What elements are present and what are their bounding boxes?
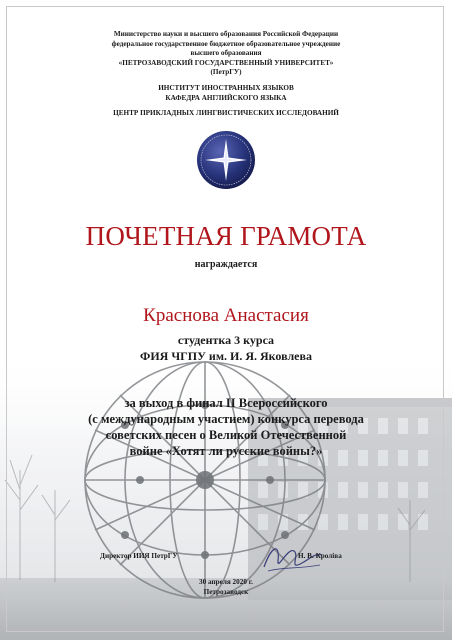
issue-city: Петрозаводск xyxy=(203,587,249,596)
department-name: КАФЕДРА АНГЛИЙСКОГО ЯЗЫКА xyxy=(165,93,287,102)
university-emblem-icon xyxy=(195,129,257,191)
header-line: (ПетрГУ) xyxy=(210,68,242,77)
header-line: «ПЕТРОЗАВОДСКИЙ ГОСУДАРСТВЕННЫЙ УНИВЕРСИТЕТ» xyxy=(118,58,334,67)
issue-date-block xyxy=(0,578,452,597)
institute-name: ИНСТИТУТ ИНОСТРАННЫХ ЯЗЫКОВ xyxy=(158,84,294,92)
certificate-title: ПОЧЕТНАЯ ГРАМОТА xyxy=(85,221,367,251)
recipient-faculty: ФИЯ ЧГПУ им. И. Я. Яковлева xyxy=(140,349,312,363)
reason-line: (с международным участием) конкурса перевода xyxy=(88,412,364,426)
director-title: Директор ИИЯ ПетрГУ xyxy=(100,552,178,560)
header-line: федеральное государственное бюджетное образовательное учреждение xyxy=(111,39,341,48)
center-name: ЦЕНТР ПРИКЛАДНЫХ ЛИНГВИСТИЧЕСКИХ ИССЛЕДОВАНИЙ xyxy=(113,109,339,117)
header-line: Министерство науки и высшего образования Российской Федерации xyxy=(113,30,339,38)
recipient-course: студентка 3 курса xyxy=(177,333,275,347)
recipient-name: Краснова Анастасия xyxy=(143,305,309,326)
header-institute-block xyxy=(0,84,452,103)
issue-date: 30 апреля 2020 г. xyxy=(199,578,253,586)
header-organization xyxy=(0,30,452,78)
award-reason xyxy=(0,395,452,459)
reason-line: за выход в финал II Всероссийского xyxy=(124,396,328,410)
header-line: высшего образования xyxy=(190,49,262,58)
reason-line: советских песен о Великой Отечественной xyxy=(105,428,347,442)
signatory-name: Н. В. Кроліва xyxy=(298,552,342,560)
recipient-info xyxy=(0,332,452,364)
awarded-label: награждается xyxy=(194,259,258,270)
reason-line: войне «Хотят ли русские войны?» xyxy=(129,444,323,458)
